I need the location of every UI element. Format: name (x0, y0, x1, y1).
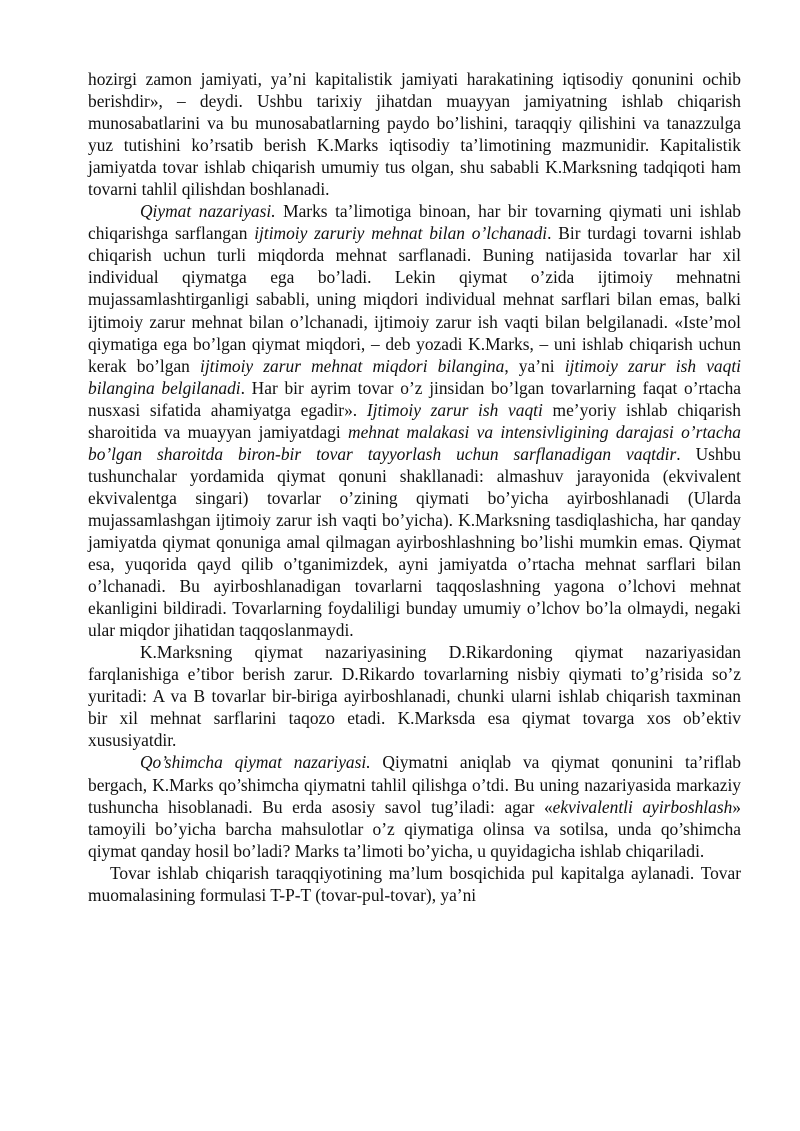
paragraph (88, 751, 741, 861)
italic-text-run: ijtimoiy zarur mehnat miqdori bilangina (200, 355, 505, 376)
document-page (88, 68, 741, 906)
italic-text-run: ijtimoiy zaruriy mehnat bilan o’lchanadi (254, 223, 548, 244)
text-run: Tovar ishlab chiqarish taraqqiyotining ma’lum bosqichida pul kapitalga aylanadi. Tovar muomalasining formulasi T-P-T (tovar-pul-tovar), ya’ni (88, 862, 741, 905)
italic-text-run: Qiymat nazariyasi. (140, 201, 276, 222)
italic-text-run: mehnat malakasi va intensivligining darajasi o’rtacha bo’lgan sharoitda biron-bir tovar tayyorlash uchun sarflanadigan vaqtdir (88, 421, 741, 464)
italic-text-run: ekvivalentli ayirboshlash (552, 796, 733, 817)
text-run: . Bir turdagi tovarni ishlab chiqarish uchun turli miqdorda mehnat sarflanadi. Buning natijasida tovarlar har xil individual qiymatga ega bo’ladi. Lekin qiymat o’zida ijtimoiy mehnatni mujassamlashtirganligi sababli, uning miqdori individual mehnat sarflari bilan emas, balki ijtimoiy zarur mehnat bilan o’lchanadi, ijtimoiy zarur ish vaqti bilan belgilanadi. «Iste’mol qiymatiga ega bo’lgan qiymat miqdori, – deb yozadi K.Marks, – uni ishlab chiqarish uchun kerak bo’lgan (88, 223, 742, 376)
text-run: me’yoriy ishlab chiqarish sharoitida va muayyan jamiyatdagi (88, 399, 741, 442)
text-run: Qiymatni aniqlab va qiymat qonunini ta’riflab bergach, K.Marks qo’shimcha qiymatni tahlil qilishga o’tdi. Bu uning nazariyasida markaziy tushuncha hisoblanadi. Bu erda asosiy savol tug’iladi: agar « (88, 752, 741, 817)
text-run: Marks ta’limotiga binoan, har bir tovarning qiymati uni ishlab chiqarishga sarflangan (88, 201, 741, 244)
paragraph (88, 200, 741, 641)
paragraph (88, 641, 741, 751)
text-run: . Har bir ayrim tovar o’z jinsidan bo’lgan tovarlarning faqat o’rtacha nusxasi sifatida ahamiyatga egadir». (88, 377, 741, 420)
paragraph (88, 68, 741, 200)
italic-text-run: Ijtimoiy zarur ish vaqti (366, 399, 543, 420)
paragraph (88, 862, 741, 906)
italic-text-run: Qo’shimcha qiymat nazariyasi. (140, 752, 371, 773)
text-run: . Ushbu tushunchalar yordamida qiymat qonuni shakllanadi: almashuv jarayonida (ekvivalent ekvivalentga singari) tovarlar o’zining qiymati bo’yicha ayirboshlanadi (Ularda mujassamlashgan ijtimoiy zarur ish vaqti bo’yicha). K.Marksning tasdiqlashicha, har qanday jamiyatda qiymat qonuniga amal qilmagan ayirboshlashning bo’lishi mumkin emas. Qiymat esa, yuqorida qayd qilib o’tganimizdek, ayni jamiyatda o’rtacha mehnat sarflari bilan o’lchanadi. Bu ayirboshlanadigan tovarlarni taqqoslashning yagona o’lchovi mehnat ekanligini bildiradi. Tovarlarning foydaliligi bunday umumiy o’lchov bo’la olmaydi, negaki ular miqdor jihatidan taqqoslanmaydi. (88, 443, 741, 641)
text-run: K.Marksning qiymat nazariyasining D.Rikardoning qiymat nazariyasidan farqlanishiga e’tibor berish zarur. D.Rikardo tovarlarning nisbiy qiymati to’g’risida so’z yuritadi: A va B tovarlar bir-biriga ayirboshlanadi, chunki ularni ishlab chiqarish taxminan bir xil mehnat sarflarini taqozo etadi. K.Marksda esa qiymat tovarga xos ob’ektiv xususiyatdir. (88, 642, 741, 751)
italic-text-run: ijtimoiy zarur ish vaqti bilangina belgilanadi (88, 355, 741, 398)
text-run: » tamoyili bo’yicha barcha mahsulotlar o’z qiymatiga olinsa va sotilsa, unda qo’shimcha qiymat qanday hosil bo’ladi? Marks ta’limoti bo’yicha, u quyidagicha ishlab chiqariladi. (88, 796, 741, 861)
text-run: hozirgi zamon jamiyati, ya’ni kapitalistik jamiyati harakatining iqtisodiy qonunini ochib berishdir», – deydi. Ushbu tarixiy jihatdan muayyan jamiyatning ishlab chiqarish munosabatlarini va bu munosabatlarning paydo bo’lishini, taraqqiy qilishini va tanazzulga yuz tutishini ko’rsatib berish K.Marks iqtisodiy ta’limotining mazmunidir. Kapitalistik jamiyatda tovar ishlab chiqarish umumiy tus olgan, shu sababli K.Marksning tadqiqoti ham tovarni tahlil qilishdan boshlanadi. (88, 69, 741, 200)
text-run: , ya’ni (504, 355, 565, 376)
